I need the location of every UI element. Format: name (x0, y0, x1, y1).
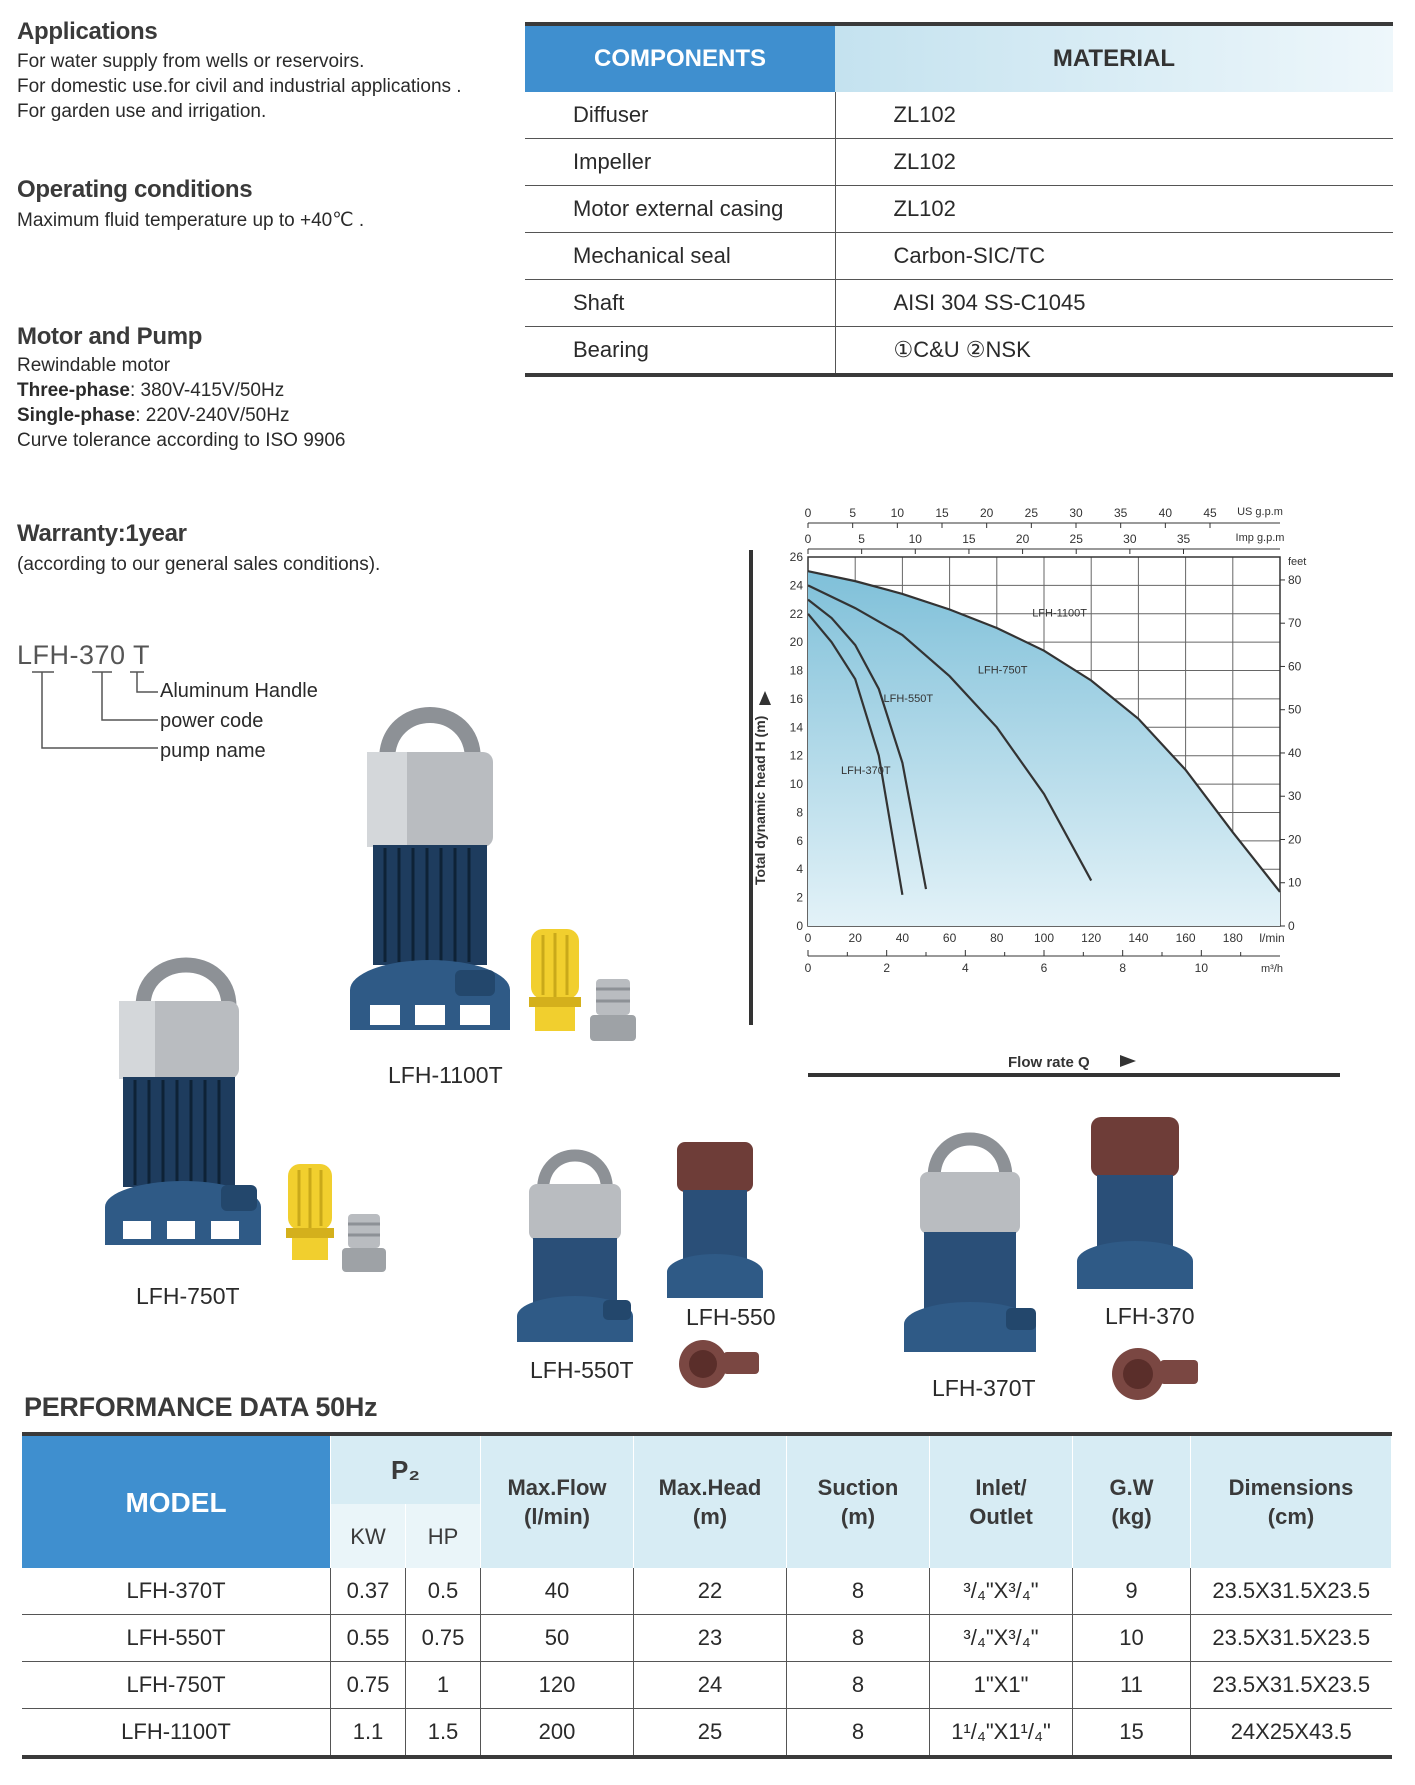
foot-valve-image (282, 1160, 338, 1265)
cell-dimensions: 23.5X31.5X23.5 (1191, 1662, 1392, 1709)
cell-kw: 0.55 (331, 1615, 406, 1662)
feet-unit-label: feet (1288, 556, 1307, 568)
hose-connector-image (588, 975, 638, 1045)
motor-title: Motor and Pump (17, 323, 203, 350)
feet-tick-label: 40 (1288, 745, 1302, 760)
feet-tick-label: 60 (1288, 659, 1302, 674)
impgpm-tick-label: 20 (1015, 532, 1030, 546)
label-lfh-750t: LFH-750T (136, 1283, 240, 1309)
y-tick-label: 14 (789, 720, 803, 735)
impgpm-tick-label: 15 (962, 532, 976, 546)
pump-image-lfh-370t (900, 1120, 1040, 1360)
label-lfh-370t: LFH-370T (932, 1375, 1036, 1401)
label-lfh-1100t: LFH-1100T (388, 1062, 503, 1088)
x-tick-label: 40 (895, 931, 910, 945)
cell-max-flow: 40 (481, 1568, 634, 1615)
cell-model: LFH-370T (22, 1568, 331, 1615)
motor-line: Rewindable motor (17, 355, 171, 376)
header-max-flow (481, 1434, 634, 1568)
header-p2: P₂ (331, 1434, 481, 1504)
applications-line: For water supply from wells or reservoirs. (17, 51, 365, 72)
cell-suction: 8 (787, 1615, 930, 1662)
warranty-text: (according to our general sales conditions). (17, 554, 381, 575)
header-dimensions (1191, 1434, 1392, 1568)
x-unit-label: l/min (1259, 931, 1285, 945)
usgpm-unit-label: US g.p.m (1237, 506, 1283, 518)
naming-code: LFH-370 T (17, 640, 151, 670)
cell-kw: 0.37 (331, 1568, 406, 1615)
header-inlet-outlet-line2: Outlet (969, 1504, 1033, 1529)
ylabel-arrow-icon (759, 691, 771, 705)
y-tick-label: 22 (789, 606, 803, 621)
single-phase-value: : 220V-240V/50Hz (135, 405, 290, 426)
impgpm-tick-label: 30 (1123, 532, 1137, 546)
cell-kw: 0.75 (331, 1662, 406, 1709)
y-tick-label: 2 (796, 890, 803, 905)
cell-max-flow: 200 (481, 1709, 634, 1758)
chart-xlabel: Flow rate Q (1008, 1054, 1090, 1071)
usgpm-tick-label: 5 (849, 506, 857, 520)
component-material: ZL102 (835, 186, 1393, 233)
label-lfh-550: LFH-550 (686, 1304, 776, 1330)
header-max-head-line1: Max.Head (658, 1475, 762, 1500)
usgpm-tick-label: 40 (1158, 506, 1173, 520)
usgpm-tick-label: 0 (804, 506, 812, 520)
component-material: ZL102 (835, 92, 1393, 139)
header-dimensions-line2: (cm) (1267, 1504, 1315, 1529)
components-header-left: COMPONENTS (525, 24, 835, 92)
applications-line: For domestic use.for civil and industrial applications . (17, 76, 462, 97)
cell-max-head: 24 (634, 1662, 787, 1709)
cell-suction: 8 (787, 1709, 930, 1758)
cell-max-flow: 120 (481, 1662, 634, 1709)
series-label: LFH-550T (883, 692, 934, 705)
components-header-right: MATERIAL (835, 24, 1393, 92)
feet-tick-label: 80 (1288, 572, 1302, 587)
component-material: ZL102 (835, 139, 1393, 186)
cell-suction: 8 (787, 1568, 930, 1615)
header-inlet-outlet-line1: Inlet/ (975, 1475, 1027, 1500)
y-tick-label: 12 (789, 748, 803, 763)
usgpm-tick-label: 20 (979, 506, 994, 520)
usgpm-tick-label: 10 (890, 506, 905, 520)
brown-fitting-image (1108, 1340, 1203, 1405)
cell-model: LFH-550T (22, 1615, 331, 1662)
y-tick-label: 10 (789, 777, 803, 792)
header-gw-line2: (kg) (1111, 1504, 1152, 1529)
header-dimensions-line1: Dimensions (1228, 1475, 1354, 1500)
impgpm-tick-label: 35 (1176, 532, 1191, 546)
motor-single-phase (17, 403, 345, 428)
series-label: LFH-750T (977, 664, 1028, 677)
component-name: Impeller (525, 139, 835, 186)
component-material: Carbon-SIC/TC (835, 233, 1393, 280)
cell-hp: 0.5 (406, 1568, 481, 1615)
naming-handle: Aluminum Handle (160, 680, 318, 702)
header-max-flow-line2: (l/min) (524, 1504, 590, 1529)
impgpm-tick-label: 25 (1069, 532, 1083, 546)
x-tick-label: 20 (848, 931, 862, 945)
foot-valve-image (525, 925, 585, 1035)
brown-fitting-image (675, 1332, 765, 1394)
x-tick-label: 80 (990, 931, 1004, 945)
component-name: Mechanical seal (525, 233, 835, 280)
header-gw (1073, 1434, 1191, 1568)
motor-three-phase (17, 378, 345, 403)
x-tick-label: 160 (1175, 931, 1196, 945)
header-max-head (634, 1434, 787, 1568)
header-suction-line2: (m) (840, 1504, 876, 1529)
cell-suction: 8 (787, 1662, 930, 1709)
components-header (525, 24, 1393, 92)
usgpm-tick-label: 15 (935, 506, 949, 520)
impgpm-unit-label: Imp g.p.m (1235, 532, 1285, 544)
table-row (525, 233, 1393, 280)
applications-line: For garden use and irrigation. (17, 101, 267, 122)
cell-max-head: 23 (634, 1615, 787, 1662)
y-tick-label: 26 (789, 550, 803, 564)
header-max-flow-line1: Max.Flow (507, 1475, 607, 1500)
cell-kw: 1.1 (331, 1709, 406, 1758)
x-tick-label: 100 (1033, 931, 1055, 945)
cell-dimensions: 24X25X43.5 (1191, 1709, 1392, 1758)
m3h-tick-label: 4 (961, 961, 969, 975)
m3h-tick-label: 8 (1119, 961, 1127, 975)
y-tick-label: 8 (796, 805, 803, 820)
header-inlet-outlet (930, 1434, 1073, 1568)
performance-table (22, 1432, 1392, 1759)
x-tick-label: 0 (804, 931, 812, 945)
feet-tick-label: 0 (1288, 919, 1295, 933)
label-lfh-370: LFH-370 (1105, 1303, 1195, 1329)
table-row (525, 92, 1393, 139)
m3h-tick-label: 2 (883, 961, 891, 975)
motor-line: Curve tolerance according to ISO 9906 (17, 430, 346, 451)
operating-text: Maximum fluid temperature up to +40℃ . (17, 210, 365, 231)
pump-image-lfh-550t (515, 1140, 635, 1350)
header-kw: KW (331, 1504, 406, 1568)
table-row (22, 1568, 1392, 1615)
series-label: LFH-1100T (1032, 607, 1088, 620)
feet-tick-label: 50 (1288, 702, 1302, 717)
performance-curve-chart (740, 506, 1380, 1090)
component-name: Diffuser (525, 92, 835, 139)
component-name: Shaft (525, 280, 835, 327)
x-tick-label: 120 (1081, 931, 1102, 945)
pump-image-lfh-370 (1075, 1115, 1195, 1295)
applications-text (17, 49, 462, 124)
m3h-unit-label: m³/h (1261, 963, 1283, 975)
pump-image-lfh-550 (665, 1140, 765, 1305)
cell-model: LFH-750T (22, 1662, 331, 1709)
cell-max-flow: 50 (481, 1615, 634, 1662)
three-phase-value: : 380V-415V/50Hz (129, 380, 285, 401)
table-row (22, 1615, 1392, 1662)
component-material: AISI 304 SS-C1045 (835, 280, 1393, 327)
pump-image-lfh-1100t (345, 690, 515, 1060)
header-max-head-line2: (m) (692, 1504, 728, 1529)
three-phase-label: Three-phase (17, 380, 130, 401)
usgpm-tick-label: 25 (1024, 506, 1039, 520)
motor-text (17, 353, 345, 453)
usgpm-tick-label: 30 (1069, 506, 1083, 520)
pump-image-lfh-750t (103, 945, 273, 1270)
table-row (525, 327, 1393, 376)
xlabel-arrow-icon (1120, 1055, 1136, 1067)
cell-gw: 15 (1073, 1709, 1191, 1758)
label-lfh-550t: LFH-550T (530, 1357, 634, 1383)
cell-gw: 10 (1073, 1615, 1191, 1662)
component-material: ①C&U ②NSK (835, 327, 1393, 376)
impgpm-tick-label: 0 (804, 532, 812, 546)
m3h-tick-label: 10 (1194, 961, 1209, 975)
header-suction-line1: Suction (817, 1475, 899, 1500)
impgpm-tick-label: 5 (858, 532, 865, 546)
operating-title: Operating conditions (17, 176, 253, 203)
cell-gw: 11 (1073, 1662, 1191, 1709)
single-phase-label: Single-phase (17, 405, 136, 426)
header-suction (787, 1434, 930, 1568)
applications-title: Applications (17, 18, 158, 45)
performance-body (22, 1568, 1392, 1757)
component-name: Bearing (525, 327, 835, 376)
m3h-tick-label: 6 (1040, 961, 1048, 975)
feet-tick-label: 30 (1288, 789, 1302, 804)
cell-inlet-outlet: 1"X1" (930, 1662, 1073, 1709)
cell-dimensions: 23.5X31.5X23.5 (1191, 1615, 1392, 1662)
naming-power: power code (160, 710, 264, 732)
table-row (525, 280, 1393, 327)
component-name: Motor external casing (525, 186, 835, 233)
cell-max-head: 25 (634, 1709, 787, 1758)
y-tick-label: 6 (796, 833, 803, 848)
cell-inlet-outlet: ³/₄"X³/₄" (930, 1568, 1073, 1615)
header-hp: HP (406, 1504, 481, 1568)
usgpm-tick-label: 35 (1113, 506, 1128, 520)
x-tick-label: 180 (1222, 931, 1243, 945)
impgpm-tick-label: 10 (908, 532, 922, 546)
naming-pump-name: pump name (160, 740, 266, 762)
table-row (525, 139, 1393, 186)
m3h-tick-label: 0 (804, 961, 812, 975)
cell-max-head: 22 (634, 1568, 787, 1615)
naming-leader-lines (30, 668, 170, 754)
series-label: LFH-370T (841, 765, 891, 778)
table-row (22, 1662, 1392, 1709)
header-gw-line1: G.W (1109, 1475, 1154, 1500)
cell-dimensions: 23.5X31.5X23.5 (1191, 1568, 1392, 1615)
y-tick-label: 16 (789, 691, 803, 706)
table-row (525, 186, 1393, 233)
y-tick-label: 24 (789, 578, 803, 593)
cell-inlet-outlet: 1¹/₄"X1¹/₄" (930, 1709, 1073, 1758)
cell-inlet-outlet: ³/₄"X³/₄" (930, 1615, 1073, 1662)
y-tick-label: 20 (789, 635, 803, 650)
performance-title: PERFORMANCE DATA 50Hz (24, 1392, 378, 1422)
warranty-title: Warranty:1year (17, 520, 187, 547)
cell-hp: 1.5 (406, 1709, 481, 1758)
cell-hp: 1 (406, 1662, 481, 1709)
cell-gw: 9 (1073, 1568, 1191, 1615)
components-table (525, 22, 1393, 377)
y-tick-label: 0 (796, 919, 803, 933)
y-tick-label: 4 (796, 862, 803, 877)
feet-tick-label: 10 (1288, 875, 1302, 890)
x-tick-label: 60 (942, 931, 957, 945)
chart-ylabel: Total dynamic head H (m) (752, 715, 768, 885)
cell-hp: 0.75 (406, 1615, 481, 1662)
hose-connector-image (340, 1210, 390, 1275)
cell-model: LFH-1100T (22, 1709, 331, 1758)
performance-header-row (22, 1434, 1392, 1504)
feet-tick-label: 20 (1288, 832, 1302, 847)
header-model: MODEL (22, 1434, 331, 1568)
y-tick-label: 18 (789, 663, 803, 678)
x-tick-label: 140 (1128, 931, 1149, 945)
feet-tick-label: 70 (1288, 616, 1302, 631)
table-row (22, 1709, 1392, 1758)
usgpm-tick-label: 45 (1203, 506, 1217, 520)
